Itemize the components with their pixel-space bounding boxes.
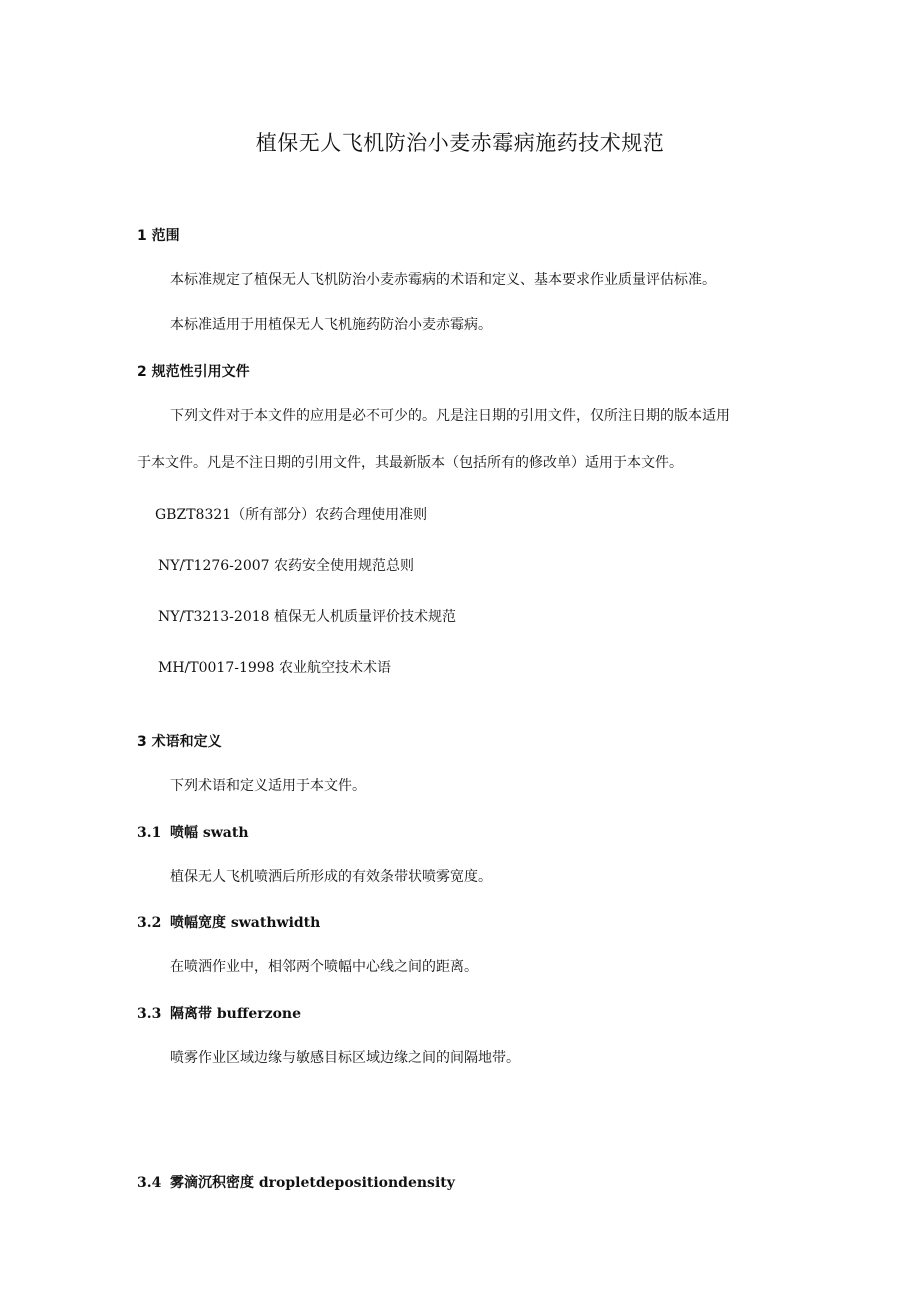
section-2-paragraph-line-1: 下列文件对于本文件的应用是必不可少的。凡是注日期的引用文件，仅所注日期的版本适用 <box>170 408 730 424</box>
term-chinese: 隔离带 <box>170 1006 212 1022</box>
term-english: dropletdepositiondensity <box>258 1175 455 1191</box>
term-heading <box>137 912 320 932</box>
term-definition: 植保无人飞机喷洒后所形成的有效条带状喷雾宽度。 <box>170 869 492 885</box>
section-1-paragraph-1: 本标准规定了植保无人飞机防治小麦赤霉病的术语和定义、基本要求作业质量评估标准。 <box>170 272 716 288</box>
document-title: 植保无人飞机防治小麦赤霉病施药技术规范 <box>255 131 665 155</box>
term-number: 3.3 <box>137 1006 162 1022</box>
term-number: 3.1 <box>137 825 162 841</box>
section-3-intro: 下列术语和定义适用于本文件。 <box>170 778 366 794</box>
section-2-heading: 2 规范性引用文件 <box>137 364 250 380</box>
reference-item: NY/T1276-2007 农药安全使用规范总则 <box>158 558 414 574</box>
term-definition: 喷雾作业区域边缘与敏感目标区域边缘之间的间隔地带。 <box>170 1050 520 1066</box>
term-chinese: 雾滴沉积密度 <box>170 1175 254 1191</box>
term-chinese: 喷幅 <box>170 825 198 841</box>
section-3-heading: 3 术语和定义 <box>137 734 222 750</box>
section-1-paragraph-2: 本标准适用于用植保无人飞机施药防治小麦赤霉病。 <box>170 317 492 333</box>
section-2-paragraph-line-2: 于本文件。凡是不注日期的引用文件，其最新版本（包括所有的修改单）适用于本文件。 <box>137 455 683 471</box>
term-heading <box>137 822 249 842</box>
term-heading <box>137 1172 455 1192</box>
term-number: 3.4 <box>137 1175 162 1191</box>
term-english: swath <box>202 825 249 841</box>
reference-item: GBZT8321（所有部分）农药合理使用准则 <box>155 507 428 523</box>
section-1-heading: 1 范围 <box>137 228 180 244</box>
term-definition: 在喷洒作业中，相邻两个喷幅中心线之间的距离。 <box>170 959 478 975</box>
term-chinese: 喷幅宽度 <box>170 915 226 931</box>
reference-item: NY/T3213-2018 植保无人机质量评价技术规范 <box>158 609 456 625</box>
term-heading <box>137 1003 301 1023</box>
term-english: swathwidth <box>230 915 321 931</box>
term-number: 3.2 <box>137 915 162 931</box>
term-english: bufferzone <box>216 1006 301 1022</box>
reference-item: MH/T0017-1998 农业航空技术术语 <box>158 660 392 676</box>
